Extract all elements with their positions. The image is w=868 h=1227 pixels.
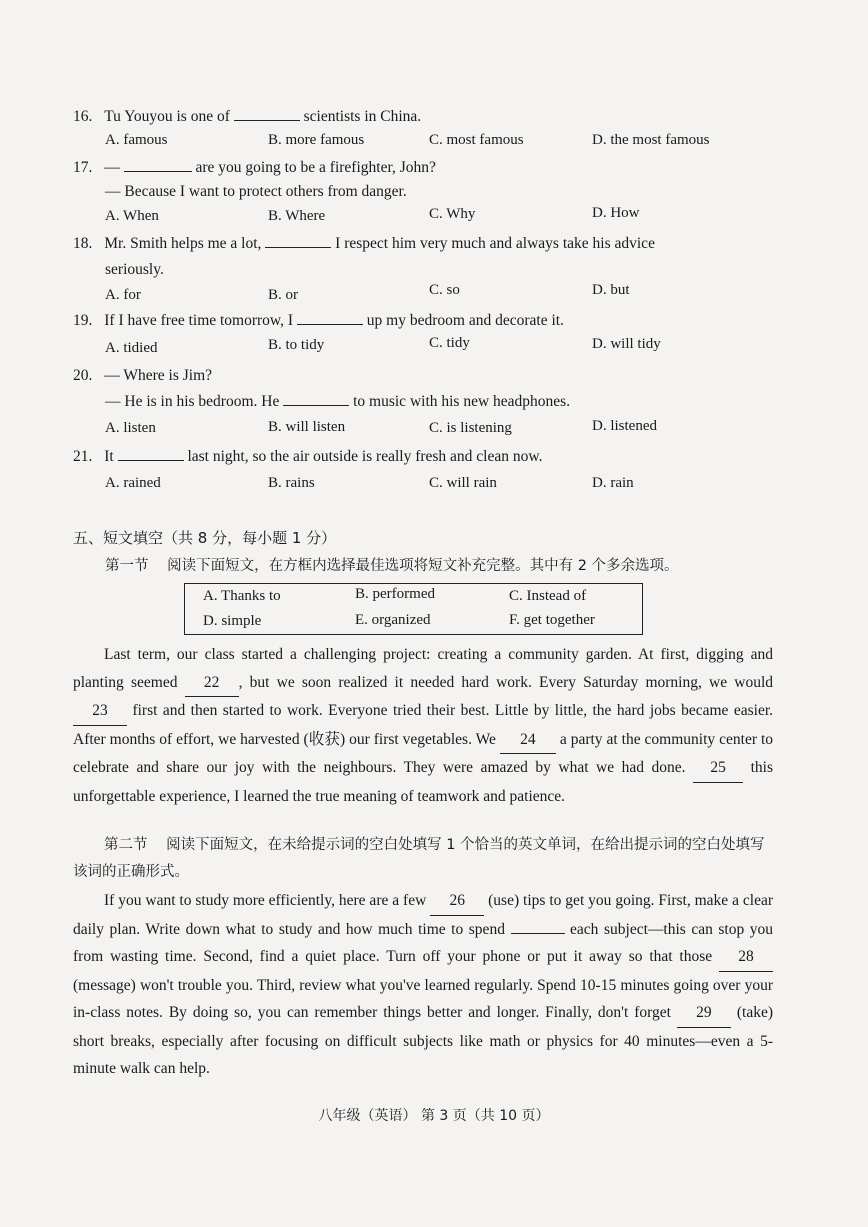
question-21: [73, 447, 542, 467]
box-option-e: E. organized: [355, 612, 431, 628]
part-label: 第一节: [105, 558, 149, 574]
option-d: D. How: [592, 205, 640, 221]
question-number: 18.: [73, 235, 93, 252]
option-c: C. so: [429, 282, 460, 298]
question-stem-line2: — Because I want to protect others from danger.: [105, 183, 407, 200]
box-option-f: F. get together: [509, 612, 595, 628]
question-number: 21.: [73, 448, 93, 465]
answer-blank[interactable]: [283, 405, 349, 406]
option-a: A. famous: [105, 132, 168, 148]
box-option-b: B. performed: [355, 586, 435, 602]
question-18: [73, 234, 655, 254]
option-b: B. will listen: [268, 419, 346, 435]
question-20: [73, 366, 212, 386]
options-box: [184, 583, 643, 635]
question-stem: —: [104, 159, 120, 176]
option-b: B. to tidy: [268, 337, 325, 353]
option-c: C. most famous: [429, 132, 524, 148]
question-stem-line2: seriously.: [105, 261, 164, 278]
question-stem: If I have free time tomorrow, I: [104, 312, 294, 329]
option-b: B. rains: [268, 475, 315, 491]
answer-blank[interactable]: [297, 324, 363, 325]
blank-22[interactable]: 22: [185, 669, 239, 698]
question-number: 19.: [73, 312, 93, 329]
part2-instructions: 第二节 阅读下面短文，在未给提示词的空白处填写 1 个恰当的英文单词，在给出提示词的空白处填写该词的正确形式。: [73, 837, 765, 880]
blank-28[interactable]: 28: [719, 943, 773, 972]
question-17: [73, 158, 436, 178]
option-a: A. for: [105, 287, 141, 303]
blank-29[interactable]: 29: [677, 999, 731, 1028]
question-stem: I respect him very much and always take his advice: [335, 235, 655, 252]
question-stem-line2: — He is in his bedroom. He to music with his new headphones.: [105, 393, 571, 410]
question-16: [73, 107, 421, 127]
box-option-c: C. Instead of: [509, 588, 587, 604]
question-number: 17.: [73, 159, 93, 176]
passage-2: If you want to study more efficiently, here are a few 26 (use) tips to get you going. First, make a clear daily plan. Write down what to study and how much time to spend each subject—this can stop you from wasting time. Second, find a quiet place. Turn off your phone or put it away so that those 28 (message) won't trouble you. Third, review what you've learned regularly. Spend 10-15 minutes going over your in-class notes. By doing so, you can remember things better and longer. Finally, don't forget 29 (take) short breaks, especially after focusing on difficult subjects like math or physics for 40 minutes—even a 5-minute walk can help.: [73, 887, 773, 1083]
question-stem: It: [104, 448, 114, 465]
section-title: 五、短文填空（共 8 分，每小题 1 分）: [73, 529, 337, 547]
blank-27[interactable]: [511, 933, 565, 934]
option-b: B. Where: [268, 208, 326, 224]
answer-blank[interactable]: [234, 120, 300, 121]
option-a: A. listen: [105, 420, 156, 436]
question-stem: — Where is Jim?: [104, 367, 213, 384]
question-stem: last night, so the air outside is really fresh and clean now.: [187, 448, 543, 465]
option-a: A. tidied: [105, 340, 158, 356]
option-a: A. When: [105, 208, 159, 224]
blank-24[interactable]: 24: [500, 726, 556, 755]
option-b: B. or: [268, 287, 298, 303]
question-stem: up my bedroom and decorate it.: [366, 312, 564, 329]
question-number: 16.: [73, 108, 93, 125]
box-option-a: A. Thanks to: [203, 588, 281, 604]
option-c: C. is listening: [429, 420, 512, 436]
answer-blank[interactable]: [265, 247, 331, 248]
blank-26[interactable]: 26: [430, 887, 484, 916]
option-c: C. Why: [429, 206, 476, 222]
question-stem: are you going to be a firefighter, John?: [195, 159, 436, 176]
question-stem: Mr. Smith helps me a lot,: [104, 235, 262, 252]
box-option-d: D. simple: [203, 613, 262, 629]
question-number: 20.: [73, 367, 93, 384]
question-stem: scientists in China.: [303, 108, 422, 125]
option-d: D. but: [592, 282, 630, 298]
part-label: 第二节: [104, 837, 148, 853]
question-stem: Tu Youyou is one of: [104, 108, 230, 125]
option-d: D. will tidy: [592, 336, 661, 352]
passage-1: Last term, our class started a challenging project: creating a community garden. At first, digging and planting seemed 22 , but we soon realized it needed hard work. Every Saturday morning, we would 23 first and then started to work. Everyone tried their best. Little by little, the hard jobs became easier. After months of effort, we harvested (收获) our first vegetables. We 24 a party at the community center to celebrate and share our joy with the neighbours. They were amazed by what we had done. 25 this unforgettable experience, I learned the true meaning of teamwork and patience.: [73, 646, 774, 805]
answer-blank[interactable]: [124, 171, 192, 172]
blank-23[interactable]: 23: [73, 697, 127, 726]
option-c: C. will rain: [429, 475, 497, 491]
option-c: C. tidy: [429, 335, 470, 351]
option-a: A. rained: [105, 475, 161, 491]
blank-25[interactable]: 25: [693, 754, 743, 783]
option-b: B. more famous: [268, 132, 365, 148]
option-d: D. listened: [592, 418, 657, 434]
option-d: D. rain: [592, 475, 634, 491]
question-19: [73, 311, 564, 331]
part1-instructions: 第一节 阅读下面短文，在方框内选择最佳选项将短文补充完整。其中有 2 个多余选项。: [105, 558, 679, 574]
answer-blank[interactable]: [118, 460, 184, 461]
page-footer: 八年级（英语） 第 3 页（共 10 页）: [318, 1108, 550, 1124]
option-d: D. the most famous: [592, 132, 710, 148]
